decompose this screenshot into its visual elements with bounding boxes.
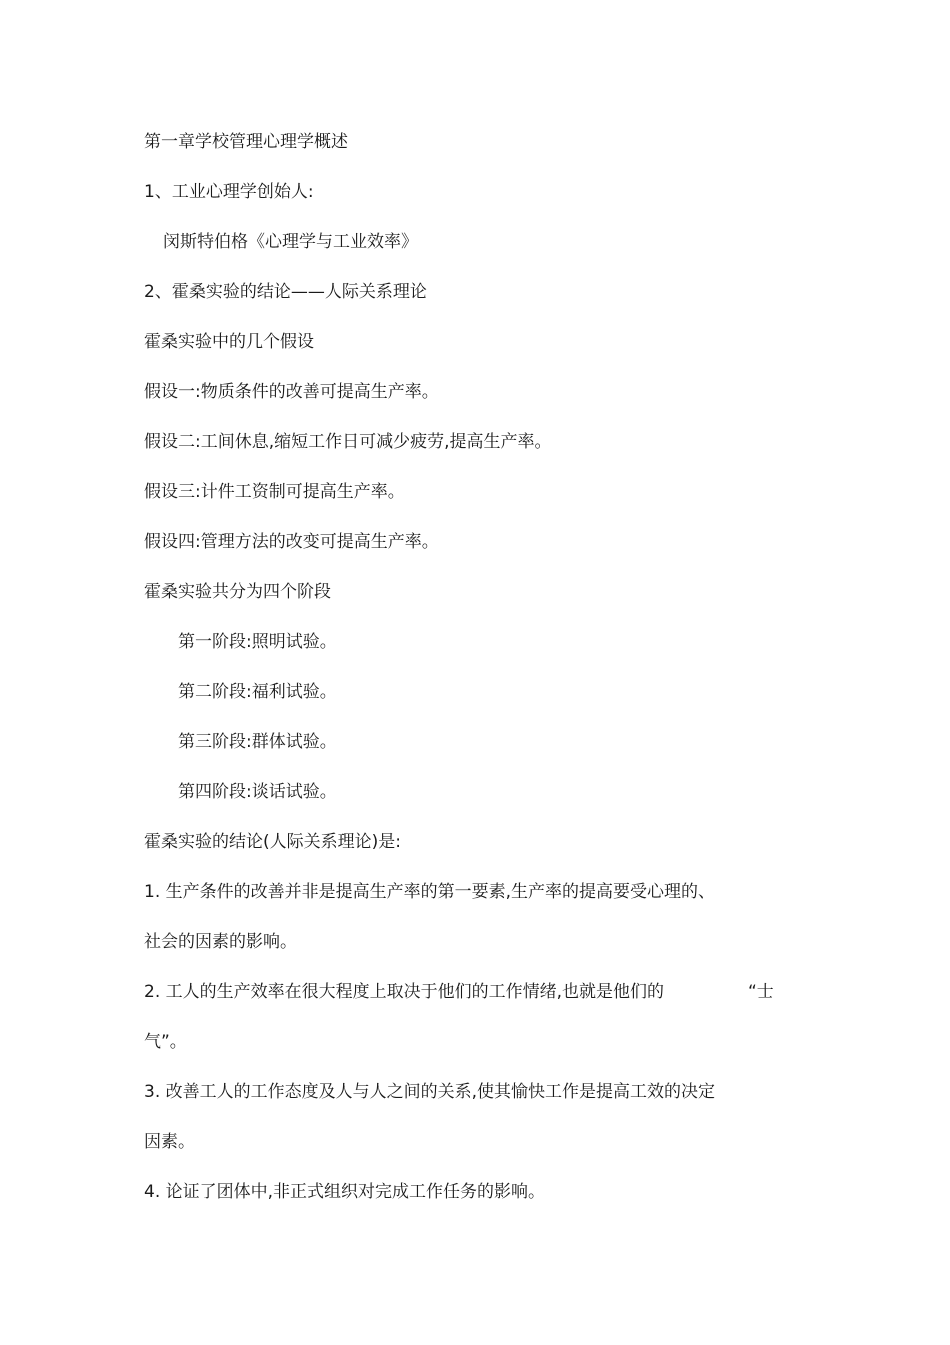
conclusion-3-line2: 因素。: [144, 1132, 195, 1152]
conclusion-heading: 霍桑实验的结论(人际关系理论)是:: [144, 832, 401, 852]
stage-1: 第一阶段:照明试验。: [178, 632, 337, 652]
conclusion-2-line2: 气”。: [144, 1032, 187, 1052]
stages-heading: 霍桑实验共分为四个阶段: [144, 582, 331, 602]
hypotheses-heading: 霍桑实验中的几个假设: [144, 332, 314, 352]
item1-heading: 1、工业心理学创始人:: [144, 182, 314, 202]
hypothesis-2: 假设二:工间休息,缩短工作日可减少疲劳,提高生产率。: [144, 432, 552, 452]
stage-2: 第二阶段:福利试验。: [178, 682, 337, 702]
chapter-title: 第一章学校管理心理学概述: [144, 132, 348, 152]
conclusion-1-line1: 1. 生产条件的改善并非是提高生产率的第一要素,生产率的提高要受心理的、: [144, 882, 716, 902]
conclusion-4-line1: 4. 论证了团体中,非正式组织对完成工作任务的影响。: [144, 1182, 546, 1202]
item1-body: 闵斯特伯格《心理学与工业效率》: [163, 232, 418, 252]
conclusion-1-line2: 社会的因素的影响。: [144, 932, 297, 952]
hypothesis-3: 假设三:计件工资制可提高生产率。: [144, 482, 405, 502]
hypothesis-1: 假设一:物质条件的改善可提高生产率。: [144, 382, 439, 402]
conclusion-2-line1: 2. 工人的生产效率在很大程度上取决于他们的工作情绪,也就是他们的: [144, 982, 665, 1002]
stage-3: 第三阶段:群体试验。: [178, 732, 337, 752]
hypothesis-4: 假设四:管理方法的改变可提高生产率。: [144, 532, 439, 552]
stage-4: 第四阶段:谈话试验。: [178, 782, 337, 802]
conclusion-2-line1-tail: “士: [748, 982, 774, 1002]
conclusion-3-line1: 3. 改善工人的工作态度及人与人之间的关系,使其愉快工作是提高工效的决定: [144, 1082, 716, 1102]
item2-heading: 2、霍桑实验的结论——人际关系理论: [144, 282, 427, 302]
